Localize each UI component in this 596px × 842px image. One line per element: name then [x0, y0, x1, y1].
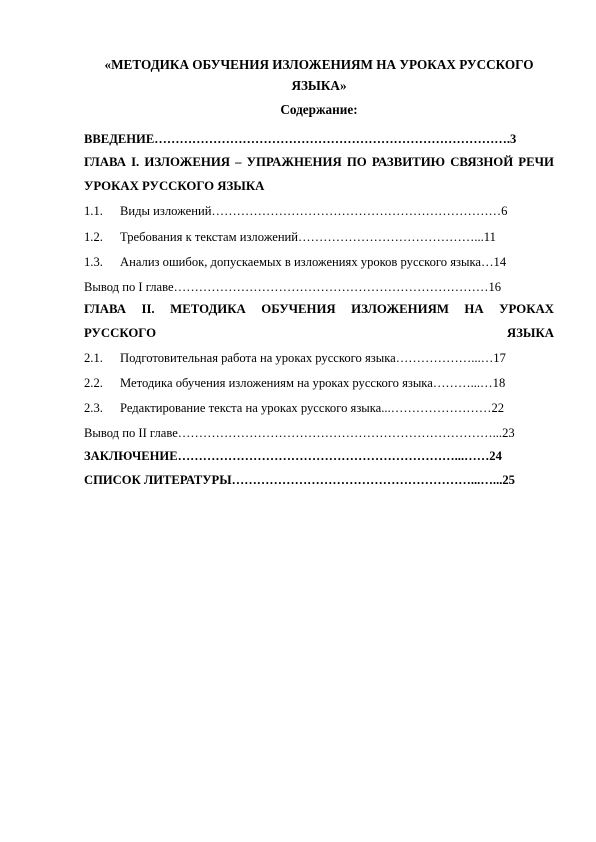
toc-entry-number: 1.3.: [84, 255, 103, 269]
toc-chapter-1-heading: [84, 150, 554, 198]
toc-entry-text: ГЛАВА II. МЕТОДИКА ОБУЧЕНИЯ ИЗЛОЖЕНИЯМ НА УРОКАХ РУССКОГО ЯЗЫКА: [84, 302, 554, 340]
toc-entry-text: Виды изложений……………………………………………………………6: [120, 204, 508, 218]
toc-entry-text: Редактирование текста на уроках русского языка...……………………22: [120, 401, 505, 415]
document-title: «МЕТОДИКА ОБУЧЕНИЯ ИЗЛОЖЕНИЯМ НА УРОКАХ РУССКОГО ЯЗЫКА»: [104, 57, 534, 93]
toc-chapter-2-heading: [84, 297, 554, 345]
toc-entry-text: Вывод по II главе…………………………………………………………………...23: [84, 426, 515, 440]
toc-entry-2-2: [84, 373, 554, 393]
toc-entry-1-1: [84, 201, 554, 221]
toc-entry-text: ЗАКЛЮЧЕНИЕ…………………………………………………………...……24: [84, 449, 502, 463]
toc-entry-number: 2.2.: [84, 376, 103, 390]
toc-entry-number: 2.3.: [84, 401, 103, 415]
toc-entry-text: Методика обучения изложениям на уроках русского языка………...…18: [120, 376, 506, 390]
toc-entry-text: СПИСОК ЛИТЕРАТУРЫ…………………………………………………...…...25: [84, 473, 515, 487]
toc-entry-introduction: [84, 129, 554, 149]
toc-entry-number: 2.1.: [84, 351, 103, 365]
toc-entry-text: ГЛАВА I. ИЗЛОЖЕНИЯ – УПРАЖНЕНИЯ ПО РАЗВИТИЮ СВЯЗНОЙ РЕЧИ УРОКАХ РУССКОГО ЯЗЫКА: [84, 155, 554, 193]
toc-entry-conclusion: [84, 446, 554, 466]
toc-entry-1-3: [84, 252, 554, 272]
toc-entry-number: 1.1.: [84, 204, 103, 218]
toc-entry-number: 1.2.: [84, 230, 103, 244]
contents-heading: Содержание:: [280, 102, 358, 117]
toc-entry-text: Анализ ошибок, допускаемых в изложениях уроков русского языка…14: [120, 255, 507, 269]
toc-entry-text: Требования к текстам изложений……………………………………...11: [120, 230, 496, 244]
toc-entry-references: [84, 470, 554, 490]
toc-entry-chapter-1-conclusion: [84, 277, 554, 297]
toc-entry-chapter-2-conclusion: [84, 423, 554, 443]
toc-entry-text: Подготовительная работа на уроках русского языка………………...…17: [120, 351, 506, 365]
toc-entry-2-3: [84, 398, 554, 418]
toc-entry-2-1: [84, 348, 554, 368]
toc-entry-text: Вывод по I главе…………………………………………………………………16: [84, 280, 502, 294]
toc-entry-1-2: [84, 227, 554, 247]
toc-entry-text: ВВЕДЕНИЕ………………………………………………………………………….3: [84, 132, 517, 146]
